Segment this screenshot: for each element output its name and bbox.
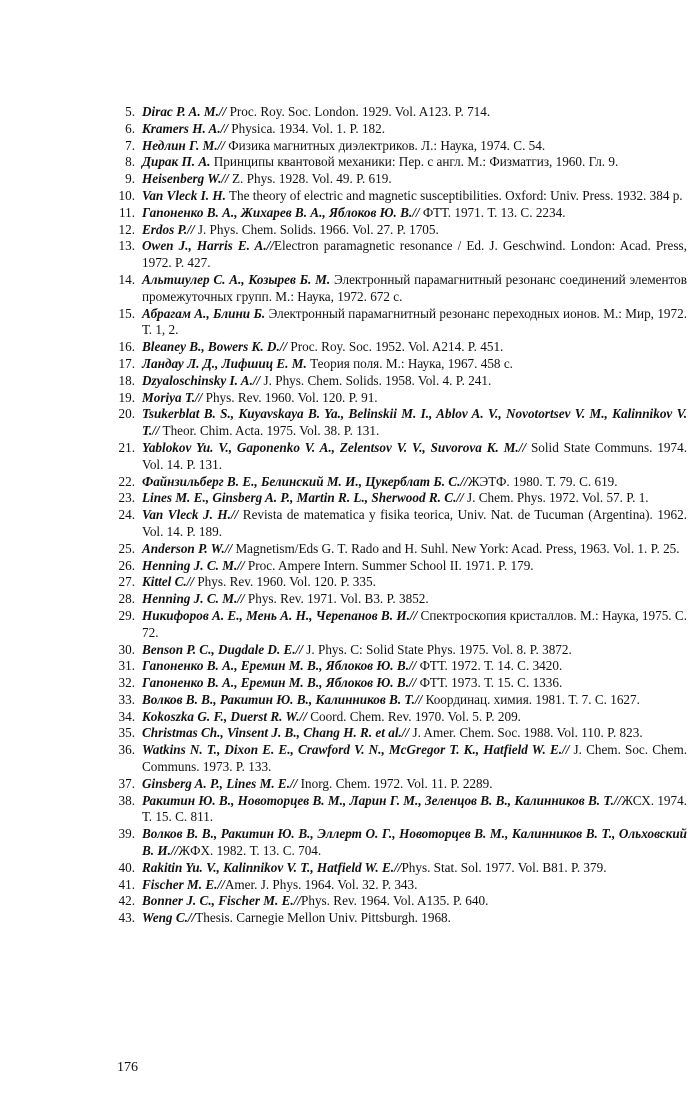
reference-source: Теория поля. М.: Наука, 1967. 458 с. bbox=[306, 355, 513, 371]
reference-item bbox=[109, 574, 687, 591]
reference-item bbox=[109, 222, 687, 239]
reference-item bbox=[109, 188, 687, 205]
reference-authors: Dirac P. A. M.// bbox=[142, 104, 227, 119]
reference-source: ФТТ. 1973. Т. 15. С. 1336. bbox=[416, 675, 563, 691]
reference-number: 37. bbox=[118, 775, 135, 791]
reference-authors: Heisenberg W.// bbox=[142, 171, 229, 187]
reference-source: Z. Phys. 1928. Vol. 49. P. 619. bbox=[228, 171, 392, 187]
reference-item bbox=[109, 541, 687, 558]
reference-number: 24. bbox=[118, 507, 135, 523]
reference-authors: Ландау Л. Д., Лифшиц Е. М. bbox=[142, 355, 307, 371]
reference-authors: Альтшулер С. А., Козырев Б. М. bbox=[142, 271, 331, 287]
reference-number: 16. bbox=[118, 339, 135, 355]
reference-item bbox=[109, 390, 687, 407]
reference-authors: Watkins N. T., Dixon E. E., Crawford V. N., McGregor T. K., Hatfield W. E.// bbox=[142, 742, 570, 758]
reference-number: 35. bbox=[118, 725, 135, 741]
reference-item bbox=[109, 171, 687, 188]
reference-item bbox=[109, 893, 687, 910]
reference-number: 34. bbox=[118, 708, 135, 724]
reference-number: 12. bbox=[118, 221, 135, 237]
reference-source: J. Phys. Chem. Solids. 1958. Vol. 4. P. 241. bbox=[260, 372, 492, 388]
reference-source: Proc. Roy. Soc. London. 1929. Vol. A123. P. 714. bbox=[226, 104, 491, 119]
reference-item bbox=[109, 154, 687, 171]
reference-source: Электронный парамагнитный резонанс переходных ионов. М.: Мир, 1972. Т. 1, 2. bbox=[142, 305, 688, 338]
reference-source: Спектроскопия кристаллов. М.: Наука, 1975. С. 72. bbox=[142, 607, 687, 640]
reference-source: Proc. Roy. Soc. 1952. Vol. A214. P. 451. bbox=[287, 339, 504, 355]
reference-number: 14. bbox=[118, 271, 135, 287]
reference-source: ФТТ. 1972. Т. 14. С. 3420. bbox=[416, 658, 563, 674]
reference-item bbox=[109, 642, 687, 659]
reference-authors: Moriya T.// bbox=[142, 389, 203, 405]
reference-item bbox=[109, 356, 687, 373]
reference-authors: Kittel C.// bbox=[142, 574, 195, 590]
reference-source: Magnetism/Eds G. T. Rado and H. Suhl. New York: Acad. Press, 1963. Vol. 1. P. 25. bbox=[232, 540, 680, 556]
reference-source: Coord. Chem. Rev. 1970. Vol. 5. P. 209. bbox=[306, 708, 521, 724]
reference-item bbox=[109, 558, 687, 575]
reference-number: 33. bbox=[118, 691, 135, 707]
reference-item bbox=[109, 658, 687, 675]
reference-authors: Абрагам А., Блини Б. bbox=[142, 305, 266, 321]
reference-authors: Гапоненко В. А., Еремин М. В., Яблоков Ю. В.// bbox=[142, 675, 417, 691]
reference-authors: Erdos P.// bbox=[142, 221, 195, 237]
reference-number: 7. bbox=[125, 137, 135, 153]
reference-source: Phys. Rev. 1960. Vol. 120. P. 91. bbox=[202, 389, 378, 405]
reference-source: The theory of electric and magnetic susceptibilities. Oxford: Univ. Press. 1932. 384 p. bbox=[225, 187, 683, 203]
reference-item bbox=[109, 306, 687, 340]
reference-item bbox=[109, 591, 687, 608]
reference-number: 31. bbox=[118, 658, 135, 674]
reference-authors: Dzyaloschinsky I. A.// bbox=[142, 372, 261, 388]
reference-source: Proc. Ampere Intern. Summer School II. 1971. P. 179. bbox=[244, 557, 534, 573]
reference-authors: Недлин Г. М.// bbox=[142, 137, 225, 153]
reference-item bbox=[109, 910, 687, 927]
reference-number: 21. bbox=[118, 439, 135, 455]
reference-item bbox=[109, 205, 687, 222]
reference-authors: Henning J. C. M.// bbox=[142, 591, 245, 607]
reference-item bbox=[109, 608, 687, 642]
reference-number: 43. bbox=[118, 910, 135, 926]
reference-number: 39. bbox=[118, 826, 135, 842]
reference-number: 18. bbox=[118, 372, 135, 388]
reference-authors: Ракитин Ю. В., Новоторцев В. М., Ларин Г. М., Зеленцов В. В., Калинников В. Т.// bbox=[142, 792, 622, 808]
reference-source: Физика магнитных диэлектриков. Л.: Наука, 1974. С. 54. bbox=[224, 137, 546, 153]
reference-authors: Tsukerblat B. S., Kuyavskaya B. Ya., Belinskii M. I., Ablov A. V., Novotortsev V. M., Kalinnikov V. T.// bbox=[142, 406, 687, 439]
reference-authors: Гапоненко В. А., Еремин М. В., Яблоков Ю. В.// bbox=[142, 658, 417, 674]
reference-source: Electron paramagnetic resonance / Ed. J. Geschwind. London: Acad. Press, 1972. P. 427. bbox=[142, 238, 687, 271]
reference-item bbox=[109, 860, 687, 877]
reference-authors: Van Vleck J. H.// bbox=[142, 507, 239, 523]
reference-source: Solid State Communs. 1974. Vol. 14. P. 131. bbox=[142, 439, 687, 472]
reference-number: 30. bbox=[118, 641, 135, 657]
reference-authors: Henning J. C. M.// bbox=[142, 557, 245, 573]
reference-item bbox=[109, 877, 687, 894]
reference-authors: Файнзильберг В. Е., Белинский М. И., Цукерблат Б. С.// bbox=[142, 473, 468, 489]
reference-source: Revista de matematica y fisika teorica, Univ. Nat. de Tucuman (Argentina). 1962. Vol. 14. P. 189. bbox=[142, 507, 687, 539]
reference-authors: Weng C.// bbox=[142, 910, 196, 926]
reference-number: 28. bbox=[118, 591, 135, 607]
reference-source: Amer. J. Phys. 1964. Vol. 32. P. 343. bbox=[224, 876, 418, 892]
reference-number: 41. bbox=[118, 876, 135, 892]
reference-item bbox=[109, 440, 687, 474]
reference-source: Phys. Rev. 1960. Vol. 120. P. 335. bbox=[194, 574, 376, 590]
reference-authors: Owen J., Harris E. A.// bbox=[142, 238, 274, 254]
reference-number: 26. bbox=[118, 557, 135, 573]
reference-number: 27. bbox=[118, 574, 135, 590]
reference-item bbox=[109, 406, 687, 440]
reference-item bbox=[109, 742, 687, 776]
reference-authors: Волков В. В., Ракитин Ю. В., Эллерт О. Г., Новоторцев В. М., Калинников В. Т., Ольховский В. И.// bbox=[142, 826, 687, 859]
reference-item bbox=[109, 490, 687, 507]
reference-item bbox=[109, 138, 687, 155]
reference-source: Электронный парамагнитный резонанс соединений элементов промежуточных групп. М.: Наука, 1972. 672 с. bbox=[142, 271, 687, 304]
reference-item bbox=[109, 272, 687, 306]
reference-number: 13. bbox=[118, 238, 135, 254]
reference-number: 32. bbox=[118, 675, 135, 691]
reference-item bbox=[109, 776, 687, 793]
reference-number: 17. bbox=[118, 355, 135, 371]
reference-source: J. Chem. Phys. 1972. Vol. 57. P. 1. bbox=[463, 490, 649, 506]
reference-authors: Fischer M. E.// bbox=[142, 876, 225, 892]
reference-number: 29. bbox=[118, 607, 135, 623]
reference-number: 9. bbox=[125, 171, 135, 187]
reference-authors: Christmas Ch., Vinsent J. B., Chang H. R. et al.// bbox=[142, 725, 410, 741]
reference-item bbox=[109, 692, 687, 709]
reference-item bbox=[109, 339, 687, 356]
reference-number: 42. bbox=[118, 893, 135, 909]
reference-source: J. Chem. Soc. Chem. Communs. 1973. P. 133. bbox=[142, 742, 687, 775]
reference-number: 6. bbox=[125, 120, 135, 136]
reference-authors: Lines M. E., Ginsberg A. P., Martin R. L., Sherwood R. C.// bbox=[142, 490, 464, 506]
reference-authors: Yablokov Yu. V., Gaponenko V. A., Zelentsov V. V., Suvorova K. M.// bbox=[142, 439, 527, 455]
reference-item bbox=[109, 238, 687, 272]
reference-number: 19. bbox=[118, 389, 135, 405]
reference-source: Physica. 1934. Vol. 1. P. 182. bbox=[227, 120, 386, 136]
reference-authors: Bleaney B., Bowers K. D.// bbox=[142, 339, 288, 355]
reference-item bbox=[109, 373, 687, 390]
reference-number: 23. bbox=[118, 490, 135, 506]
reference-source: Phys. Stat. Sol. 1977. Vol. B81. P. 379. bbox=[401, 859, 607, 875]
reference-item bbox=[109, 709, 687, 726]
reference-item bbox=[109, 104, 687, 121]
reference-number: 11. bbox=[119, 204, 135, 220]
reference-item bbox=[109, 507, 687, 541]
reference-number: 20. bbox=[118, 406, 135, 422]
reference-source: J. Amer. Chem. Soc. 1988. Vol. 110. P. 823. bbox=[409, 725, 643, 741]
reference-source: ФТТ. 1971. Т. 13. С. 2234. bbox=[419, 204, 566, 220]
reference-number: 5. bbox=[125, 104, 135, 119]
reference-authors: Benson P. C., Dugdale D. E.// bbox=[142, 641, 303, 657]
reference-item bbox=[109, 675, 687, 692]
reference-source: ЖЭТФ. 1980. Т. 79. С. 619. bbox=[467, 473, 618, 489]
reference-authors: Kramers H. A.// bbox=[142, 120, 228, 136]
reference-authors: Anderson P. W.// bbox=[142, 540, 233, 556]
reference-number: 25. bbox=[118, 540, 135, 556]
reference-source: J. Phys. Chem. Solids. 1966. Vol. 27. P. 1705. bbox=[194, 221, 439, 237]
reference-number: 10. bbox=[118, 187, 135, 203]
reference-authors: Волков В. В., Ракитин Ю. В., Калинников В. Т.// bbox=[142, 691, 423, 707]
reference-authors: Ginsberg A. P., Lines M. E.// bbox=[142, 775, 298, 791]
reference-source: Phys. Rev. 1964. Vol. A135. P. 640. bbox=[301, 893, 489, 909]
reference-item bbox=[109, 121, 687, 138]
reference-source: J. Phys. C: Solid State Phys. 1975. Vol. 8. P. 3872. bbox=[302, 641, 572, 657]
reference-authors: Kokoszka G. F., Duerst R. W.// bbox=[142, 708, 307, 724]
reference-list bbox=[109, 104, 687, 927]
reference-authors: Rakitin Yu. V., Kalinnikov V. T., Hatfield W. E.// bbox=[142, 859, 402, 875]
reference-number: 40. bbox=[118, 859, 135, 875]
reference-source: ЖСХ. 1974. Т. 15. С. 811. bbox=[142, 792, 688, 825]
reference-number: 38. bbox=[118, 792, 135, 808]
reference-source: Theor. Chim. Acta. 1975. Vol. 38. P. 131. bbox=[159, 423, 380, 439]
reference-number: 15. bbox=[118, 305, 135, 321]
reference-item bbox=[109, 793, 687, 827]
reference-source: ЖФХ. 1982. Т. 13. С. 704. bbox=[178, 843, 322, 859]
reference-number: 22. bbox=[118, 473, 135, 489]
reference-authors: Гапоненко В. А., Жихарев В. А., Яблоков Ю. В.// bbox=[142, 204, 420, 220]
reference-authors: Никифоров А. Е., Мень А. Н., Черепанов В. И.// bbox=[142, 607, 418, 623]
reference-source: Принципы квантовой механики: Пер. с англ. М.: Физматгиз, 1960. Гл. 9. bbox=[210, 154, 619, 170]
reference-authors: Van Vleck I. H. bbox=[142, 187, 226, 203]
reference-authors: Дирак П. А. bbox=[142, 154, 211, 170]
reference-authors: Bonner J. C., Fischer M. E.// bbox=[142, 893, 302, 909]
reference-item bbox=[109, 826, 687, 860]
reference-source: Thesis. Carnegie Mellon Univ. Pittsburgh. 1968. bbox=[195, 910, 451, 926]
reference-number: 36. bbox=[118, 742, 135, 758]
reference-source: Phys. Rev. 1971. Vol. B3. P. 3852. bbox=[244, 591, 429, 607]
reference-item bbox=[109, 725, 687, 742]
page-number: 176 bbox=[117, 1060, 138, 1075]
reference-number: 8. bbox=[125, 154, 135, 170]
reference-item bbox=[109, 474, 687, 491]
reference-source: Координац. химия. 1981. Т. 7. С. 1627. bbox=[422, 691, 640, 707]
reference-source: Inorg. Chem. 1972. Vol. 11. P. 2289. bbox=[297, 775, 493, 791]
